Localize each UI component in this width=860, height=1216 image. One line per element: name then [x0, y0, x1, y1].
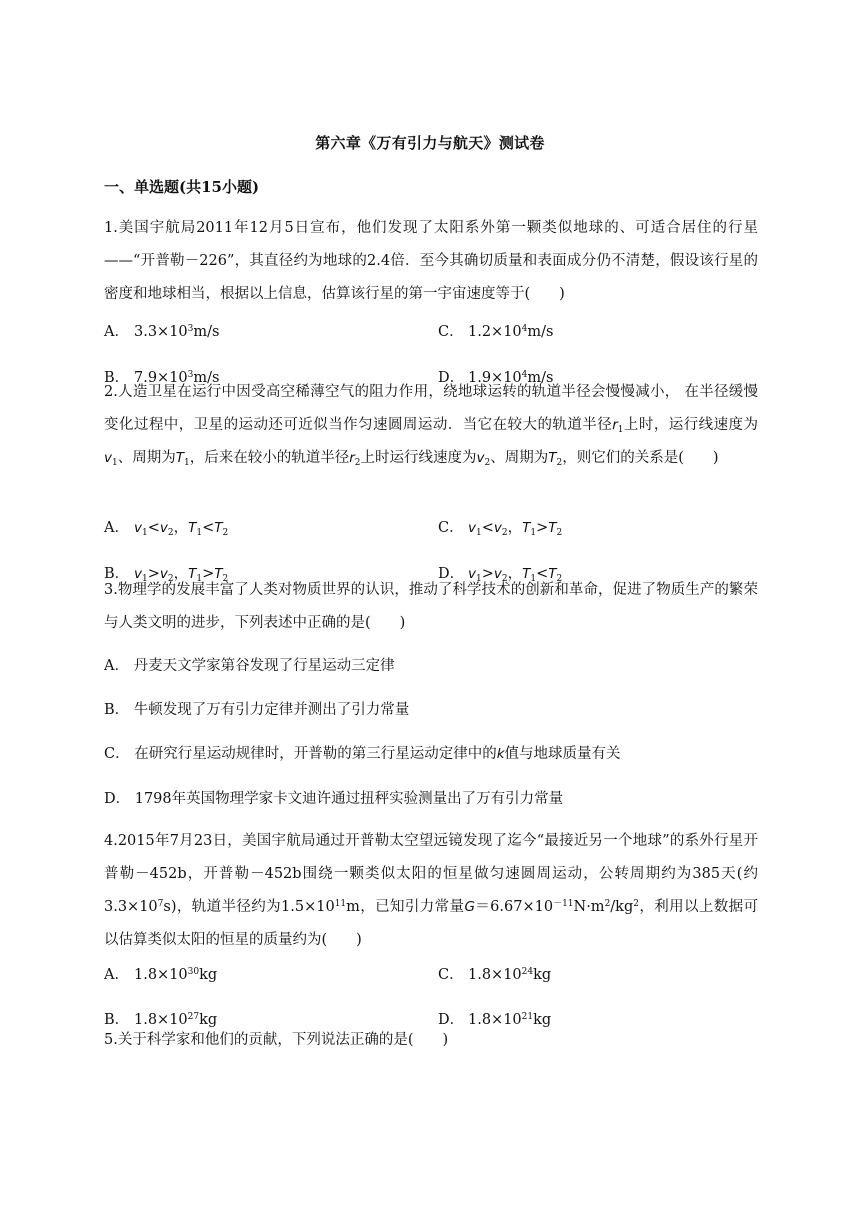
question-5-stem: 5.关于科学家和他们的贡献，下列说法正确的是( ): [104, 1032, 449, 1048]
question-3-option-a[interactable]: A． 丹麦天文学家第谷发现了行星运动三定律: [104, 658, 395, 674]
question-3-stem: 3.物理学的发展丰富了人类对物质世界的认识，推动了科学技术的创新和革命，促进了物质生产的繁荣与人类文明的进步，下列表述中正确的是( ): [104, 582, 758, 631]
question-3-option-d[interactable]: D． 1798年英国物理学家卡文迪许通过扭秤实验测量出了万有引力常量: [104, 791, 564, 807]
question-4-option-c[interactable]: C． $1.8\times 10^{24}kg$: [438, 967, 552, 983]
question-4-stem: 4.2015年7月23日，美国宇航局通过开普勒太空望远镜发现了迄今“最接近另一个地球”的系外行星开普勒－452b，开普勒－452b围绕一颗类似太阳的恒星做匀速圆周运动，公转周期约为385天(约$3.3\times 10^7s$)，轨道半径约为$1.5\times 10^{11}m$，已知引力常量$G=6.67\times 10^{-11}N\cdot m^2/kg^2$，利用以上数据可以估算类似太阳的恒星的质量约为( ): [104, 833, 759, 948]
question-2-option-c[interactable]: C． $v_1<v_2$，$T_1>T_2$: [438, 520, 563, 538]
question-1-stem: 1.美国宇航局2011年12月5日宣布，他们发现了太阳系外第一颗类似地球的、可适合居住的行星——“开普勒－226”，其直径约为地球的2.4倍．至今其确切质量和表面成分仍不清楚，假设该行星的密度和地球相当，根据以上信息，估算该行星的第一宇宙速度等于( ): [104, 220, 758, 302]
question-2-option-a[interactable]: A． $v_1<v_2$，$T_1<T_2$: [104, 520, 229, 538]
question-1-option-c[interactable]: C． $1.2\times 10^4m/s$: [438, 324, 554, 340]
page-title: 第六章《万有引力与航天》测试卷: [315, 134, 545, 152]
question-4-option-b[interactable]: B． $1.8\times 10^{27}kg$: [104, 1012, 218, 1028]
question-1-option-b[interactable]: B． $7.9\times 10^3m/s$: [104, 370, 220, 386]
question-2-option-b[interactable]: B． $v_1>v_2$，$T_1>T_2$: [104, 566, 229, 584]
question-2-stem: 2.人造卫星在运行中因受高空稀薄空气的阻力作用，绕地球运转的轨道半径会慢慢减小， 在半径缓慢变化过程中，卫星的运动还可近似当作匀速圆周运动．当它在较大的轨道半径$r_1$上时，运行线速度为$v_1$、周期为$T_1$，后来在较小的轨道半径$r_2$上时运行线速度为$v_2$、周期为$T_2$，则它们的关系是( ): [104, 384, 759, 468]
question-3-option-b[interactable]: B． 牛顿发现了万有引力定律并测出了引力常量: [104, 702, 410, 718]
question-1-option-d[interactable]: D． $1.9\times 10^4m/s$: [438, 370, 554, 386]
question-3-option-c[interactable]: C． 在研究行星运动规律时，开普勒的第三行星运动定律中的k值与地球质量有关: [104, 746, 621, 762]
question-2-option-d[interactable]: D． $v_1>v_2$，$T_1<T_2$: [438, 566, 563, 584]
question-4-option-a[interactable]: A． $1.8\times 10^{30}kg$: [104, 967, 218, 983]
question-1-option-a[interactable]: A． $3.3\times 10^3m/s$: [104, 324, 220, 340]
question-4-option-d[interactable]: D． $1.8\times 10^{21}kg$: [438, 1012, 552, 1028]
section-heading: 一、单选题(共15小题): [104, 178, 260, 196]
